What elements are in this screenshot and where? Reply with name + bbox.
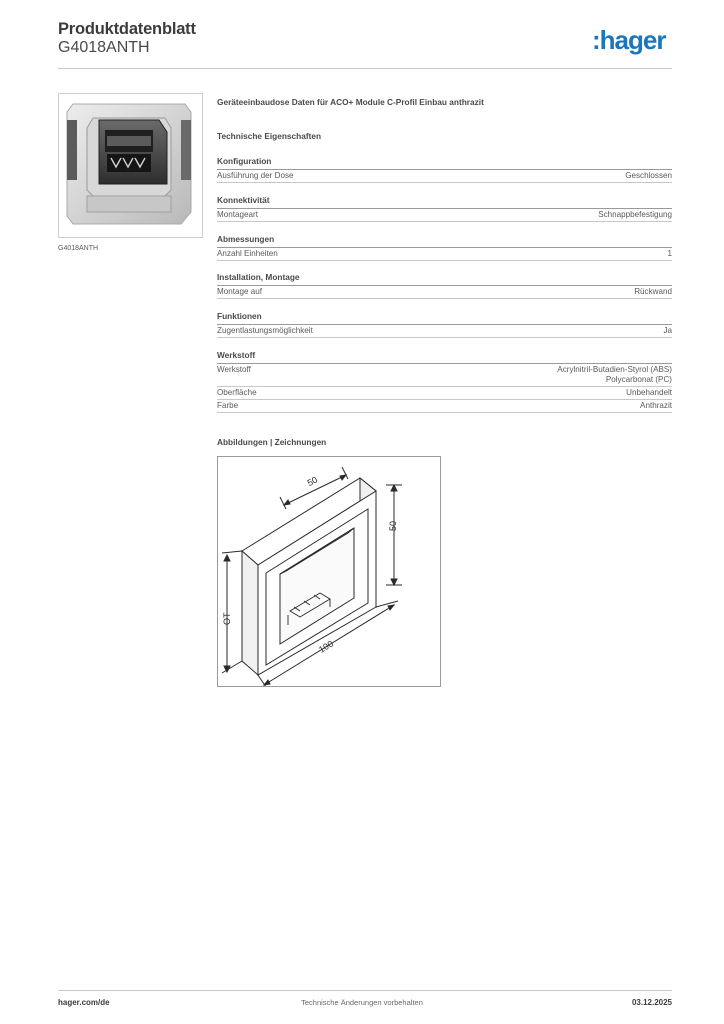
property-row [217, 325, 672, 338]
property-value: Ja [663, 326, 672, 335]
section-title: Funktionen [217, 311, 672, 325]
property-label: Farbe [217, 401, 239, 410]
section-funktionen [217, 311, 672, 338]
section-installation-montage [217, 272, 672, 299]
footer-website-link[interactable]: hager.com/de [58, 998, 110, 1007]
section-konnektivitaet [217, 195, 672, 222]
property-row [217, 387, 672, 400]
svg-text:100: 100 [317, 638, 336, 655]
property-label: Werkstoff [217, 365, 251, 374]
property-value: 1 [667, 249, 672, 258]
property-row [217, 364, 672, 387]
property-row [217, 248, 672, 261]
footer-date: 03.12.2025 [631, 998, 672, 1007]
product-photo [58, 93, 203, 238]
property-value: Acrylnitril-Butadien-Styrol (ABS) Polycarbonat (PC) [557, 365, 672, 384]
property-value: Rückwand [634, 287, 672, 296]
property-value: Schnappbefestigung [598, 210, 672, 219]
photo-caption: G4018ANTH [58, 245, 99, 252]
footer-notice: Technische Änderungen vorbehalten [301, 998, 423, 1007]
product-code: G4018ANTH [58, 39, 150, 56]
property-label: Anzahl Einheiten [217, 249, 278, 258]
section-title: Konnektivität [217, 195, 672, 209]
section-title: Werkstoff [217, 350, 672, 364]
header-divider [58, 68, 672, 69]
property-label: Montage auf [217, 287, 262, 296]
property-value: Unbehandelt [626, 388, 672, 397]
property-label: Oberfläche [217, 388, 257, 397]
section-title: Installation, Montage [217, 272, 672, 286]
property-label: Ausführung der Dose [217, 171, 294, 180]
page-title: Produktdatenblatt [58, 20, 196, 38]
footer-divider [58, 990, 672, 991]
svg-text:OT: OT [222, 612, 232, 625]
property-label: Zugentlastungsmöglichkeit [217, 326, 313, 335]
property-value: Geschlossen [625, 171, 672, 180]
section-title: Abmessungen [217, 234, 672, 248]
property-row [217, 170, 672, 183]
property-row [217, 209, 672, 222]
property-row [217, 286, 672, 299]
technical-drawing [217, 456, 441, 687]
technical-properties-heading: Technische Eigenschaften [217, 131, 322, 141]
section-werkstoff [217, 350, 672, 413]
hager-logo [592, 25, 676, 57]
property-label: Montageart [217, 210, 258, 219]
property-value: Anthrazit [640, 401, 672, 410]
svg-text:50: 50 [388, 520, 398, 531]
logo-text: :hager [592, 25, 666, 55]
figures-heading: Abbildungen | Zeichnungen [217, 437, 327, 447]
section-konfiguration [217, 156, 672, 183]
section-abmessungen [217, 234, 672, 261]
property-row [217, 400, 672, 413]
product-description: Geräteeinbaudose Daten für ACO+ Module C-Profil Einbau anthrazit [217, 97, 484, 107]
section-title: Konfiguration [217, 156, 672, 170]
svg-text:50: 50 [305, 474, 320, 489]
